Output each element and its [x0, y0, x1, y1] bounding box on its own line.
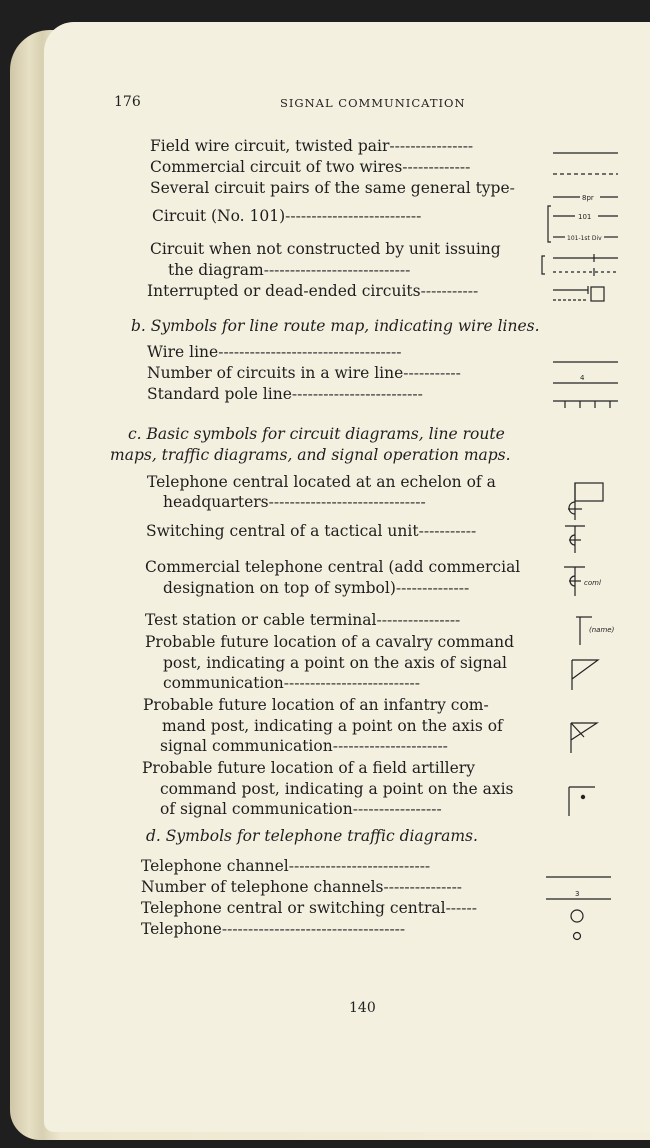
- page-number-bottom: 140: [349, 1000, 376, 1016]
- entry-number-tel-channels: Number of telephone channels---------------: [141, 878, 463, 896]
- symbol-artillery-dot: [581, 795, 585, 799]
- entry-commercial-circuit: Commercial circuit of two wires-------------: [150, 158, 471, 176]
- label-coml: coml: [584, 579, 601, 587]
- entry-commercial-tel-central: Commercial telephone central (add commercial: [145, 558, 521, 576]
- entry-pole-line: Standard pole line-------------------------: [147, 385, 423, 403]
- symbol-central-circle: [571, 910, 583, 922]
- entry-tel-central-echelon: Telephone central located at an echelon of a: [147, 473, 496, 491]
- entry-wire-line: Wire line-----------------------------------: [147, 343, 402, 361]
- label-channels-count: 3: [575, 890, 580, 898]
- entry-cavalry-3: communication--------------------------: [163, 674, 420, 692]
- entry-test-station: Test station or cable terminal----------------: [145, 611, 461, 629]
- label-circuits-count: 4: [580, 374, 585, 382]
- entry-circuit-101: Circuit (No. 101)--------------------------: [152, 207, 422, 225]
- heading-section-c-line1: c. Basic symbols for circuit diagrams, line route: [128, 425, 505, 443]
- entry-infantry-3: signal communication----------------------: [160, 737, 448, 755]
- label-circuit-101: 101: [578, 213, 592, 221]
- heading-section-d: d. Symbols for telephone traffic diagrams.: [146, 827, 478, 845]
- entry-the-diagram: the diagram----------------------------: [168, 261, 411, 279]
- entry-tel-central-switching: Telephone central or switching central------: [141, 899, 477, 917]
- symbol-telephone-circle: [574, 933, 581, 940]
- entry-artillery-3: of signal communication-----------------: [160, 800, 442, 818]
- label-pairs: 8pr: [582, 194, 594, 202]
- symbol-dead-end-box: [591, 287, 604, 301]
- entry-telephone: Telephone-----------------------------------: [141, 920, 406, 938]
- entry-tel-channel: Telephone channel---------------------------: [141, 857, 431, 875]
- entry-cavalry-2: post, indicating a point on the axis of signal: [163, 654, 507, 672]
- label-name: (name): [589, 626, 615, 634]
- entry-interrupted: Interrupted or dead-ended circuits-----------: [147, 282, 479, 300]
- entry-circuit-not-constructed: Circuit when not constructed by unit issuing: [150, 240, 501, 258]
- entry-switching-central: Switching central of a tactical unit-----------: [146, 522, 477, 540]
- entry-infantry-1: Probable future location of an infantry com-: [143, 696, 489, 714]
- entry-number-circuits: Number of circuits in a wire line-----------: [147, 364, 461, 382]
- entry-designation: designation on top of symbol)--------------: [163, 579, 470, 597]
- entry-infantry-2: mand post, indicating a point on the axis of: [162, 717, 503, 735]
- symbol-brace-2: [542, 256, 545, 274]
- heading-section-b: b. Symbols for line route map, indicating wire lines.: [131, 317, 540, 335]
- entry-artillery-1: Probable future location of a field artillery: [142, 759, 475, 777]
- heading-section-c-line2: maps, traffic diagrams, and signal operation maps.: [110, 446, 511, 464]
- label-circuit-div: 101-1st Div: [567, 235, 602, 242]
- entry-cavalry-1: Probable future location of a cavalry command: [145, 633, 515, 651]
- entry-headquarters: headquarters------------------------------: [163, 493, 426, 511]
- symbol-brace: [548, 206, 551, 242]
- running-title: SIGNAL COMMUNICATION: [280, 96, 466, 110]
- entry-field-wire: Field wire circuit, twisted pair----------------: [150, 137, 474, 155]
- page-number-top: 176: [114, 94, 141, 110]
- entry-artillery-2: command post, indicating a point on the axis: [160, 780, 514, 798]
- entry-several-pairs: Several circuit pairs of the same general type-: [150, 179, 515, 197]
